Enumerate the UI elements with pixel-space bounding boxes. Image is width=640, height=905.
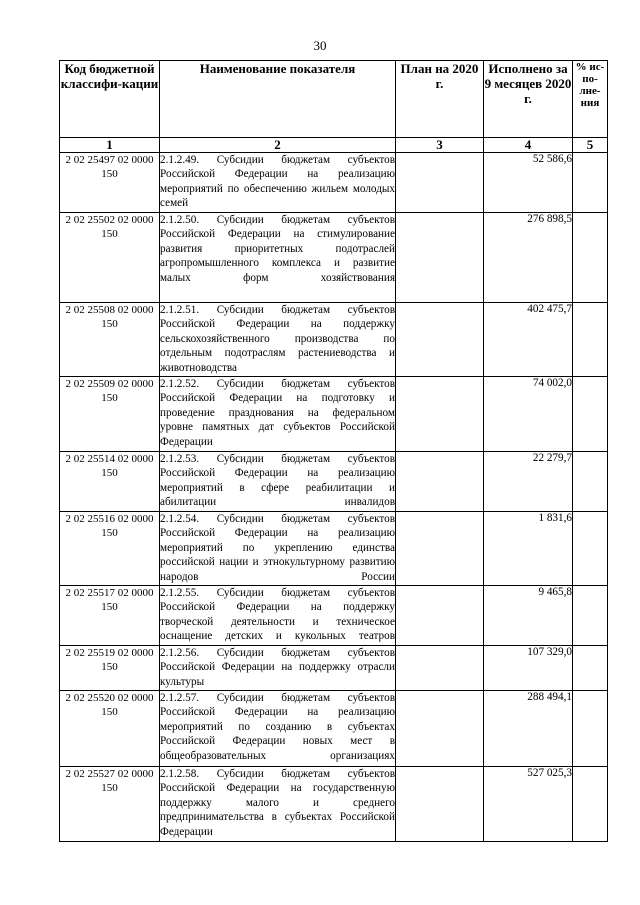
cell-plan <box>396 303 484 377</box>
table-row <box>60 377 608 452</box>
cell-percent <box>573 153 608 213</box>
header-executed: Исполнено за 9 месяцев 2020 г. <box>484 61 573 138</box>
cell-plan <box>396 646 484 691</box>
cell-executed: 1 831,6 <box>484 512 573 586</box>
page-number: 30 <box>313 38 327 53</box>
column-number: 2 <box>160 138 396 153</box>
cell-executed: 402 475,7 <box>484 303 573 377</box>
cell-percent <box>573 303 608 377</box>
cell-percent <box>573 512 608 586</box>
column-number-row <box>60 138 608 153</box>
cell-name: 2.1.2.49. Субсидии бюджетам субъектов Российской Федерации на реализацию мероприятий по обеспечению жильем молодых семей <box>160 153 396 213</box>
table-row <box>60 303 608 377</box>
cell-code: 2 02 25517 02 0000 150 <box>60 586 160 646</box>
table-row <box>60 586 608 646</box>
cell-executed: 107 329,0 <box>484 646 573 691</box>
cell-executed: 288 494,1 <box>484 691 573 767</box>
table-row <box>60 153 608 213</box>
column-number: 1 <box>60 138 160 153</box>
header-row <box>60 61 608 138</box>
cell-plan <box>396 586 484 646</box>
cell-plan <box>396 767 484 842</box>
cell-executed: 74 002,0 <box>484 377 573 452</box>
cell-code: 2 02 25497 02 0000 150 <box>60 153 160 213</box>
budget-execution-table <box>59 60 608 842</box>
cell-plan <box>396 452 484 512</box>
cell-plan <box>396 153 484 213</box>
cell-executed: 9 465,8 <box>484 586 573 646</box>
cell-percent <box>573 213 608 303</box>
cell-code: 2 02 25527 02 0000 150 <box>60 767 160 842</box>
cell-percent <box>573 586 608 646</box>
cell-percent <box>573 646 608 691</box>
cell-executed: 276 898,5 <box>484 213 573 303</box>
cell-name: 2.1.2.53. Субсидии бюджетам субъектов Российской Федерации на реализацию мероприятий в сфере реабилитации и абилитации инвалидов <box>160 452 396 512</box>
cell-executed: 22 279,7 <box>484 452 573 512</box>
cell-plan <box>396 213 484 303</box>
table-row <box>60 646 608 691</box>
cell-name: 2.1.2.55. Субсидии бюджетам субъектов Российской Федерации на поддержку творческой деятельности и техническое оснащение детских и кукольных театров <box>160 586 396 646</box>
cell-name: 2.1.2.52. Субсидии бюджетам субъектов Российской Федерации на подготовку и проведение празднования на федеральном уровне памятных дат субъектов Российской Федерации <box>160 377 396 452</box>
table-row <box>60 213 608 303</box>
cell-code: 2 02 25520 02 0000 150 <box>60 691 160 767</box>
header-percent: % ис-по-лне-ния <box>573 61 608 138</box>
table-row <box>60 452 608 512</box>
cell-percent <box>573 377 608 452</box>
cell-code: 2 02 25519 02 0000 150 <box>60 646 160 691</box>
cell-name: 2.1.2.54. Субсидии бюджетам субъектов Российской Федерации на реализацию мероприятий по укреплению единства российской нации и этнокультурному развитию народов России <box>160 512 396 586</box>
cell-name: 2.1.2.58. Субсидии бюджетам субъектов Российской Федерации на государственную поддержку малого и среднего предпринимательства в субъектах Российской Федерации <box>160 767 396 842</box>
header-plan: План на 2020 г. <box>396 61 484 138</box>
cell-percent <box>573 767 608 842</box>
table-row <box>60 691 608 767</box>
cell-name: 2.1.2.56. Субсидии бюджетам субъектов Российской Федерации на поддержку отрасли культуры <box>160 646 396 691</box>
cell-code: 2 02 25516 02 0000 150 <box>60 512 160 586</box>
cell-executed: 527 025,3 <box>484 767 573 842</box>
cell-plan <box>396 691 484 767</box>
table-row <box>60 512 608 586</box>
cell-name: 2.1.2.50. Субсидии бюджетам субъектов Российской Федерации на стимулирование развития приоритетных подотраслей агропромышленного комплекса и развитие малых форм хозяйствования <box>160 213 396 303</box>
column-number: 3 <box>396 138 484 153</box>
cell-executed: 52 586,6 <box>484 153 573 213</box>
cell-code: 2 02 25514 02 0000 150 <box>60 452 160 512</box>
cell-plan <box>396 377 484 452</box>
cell-plan <box>396 512 484 586</box>
cell-percent <box>573 691 608 767</box>
cell-code: 2 02 25502 02 0000 150 <box>60 213 160 303</box>
header-code: Код бюджетной классифи-кации <box>60 61 160 138</box>
cell-name: 2.1.2.57. Субсидии бюджетам субъектов Российской Федерации на реализацию мероприятий по созданию в субъектах Российской Федерации новых мест в общеобразовательных организациях <box>160 691 396 767</box>
cell-name: 2.1.2.51. Субсидии бюджетам субъектов Российской Федерации на поддержку сельскохозяйственного производства по отдельным подотраслям растениеводства и животноводства <box>160 303 396 377</box>
column-number: 5 <box>573 138 608 153</box>
cell-code: 2 02 25508 02 0000 150 <box>60 303 160 377</box>
header-name: Наименование показателя <box>160 61 396 138</box>
cell-percent <box>573 452 608 512</box>
table-row <box>60 767 608 842</box>
column-number: 4 <box>484 138 573 153</box>
cell-code: 2 02 25509 02 0000 150 <box>60 377 160 452</box>
